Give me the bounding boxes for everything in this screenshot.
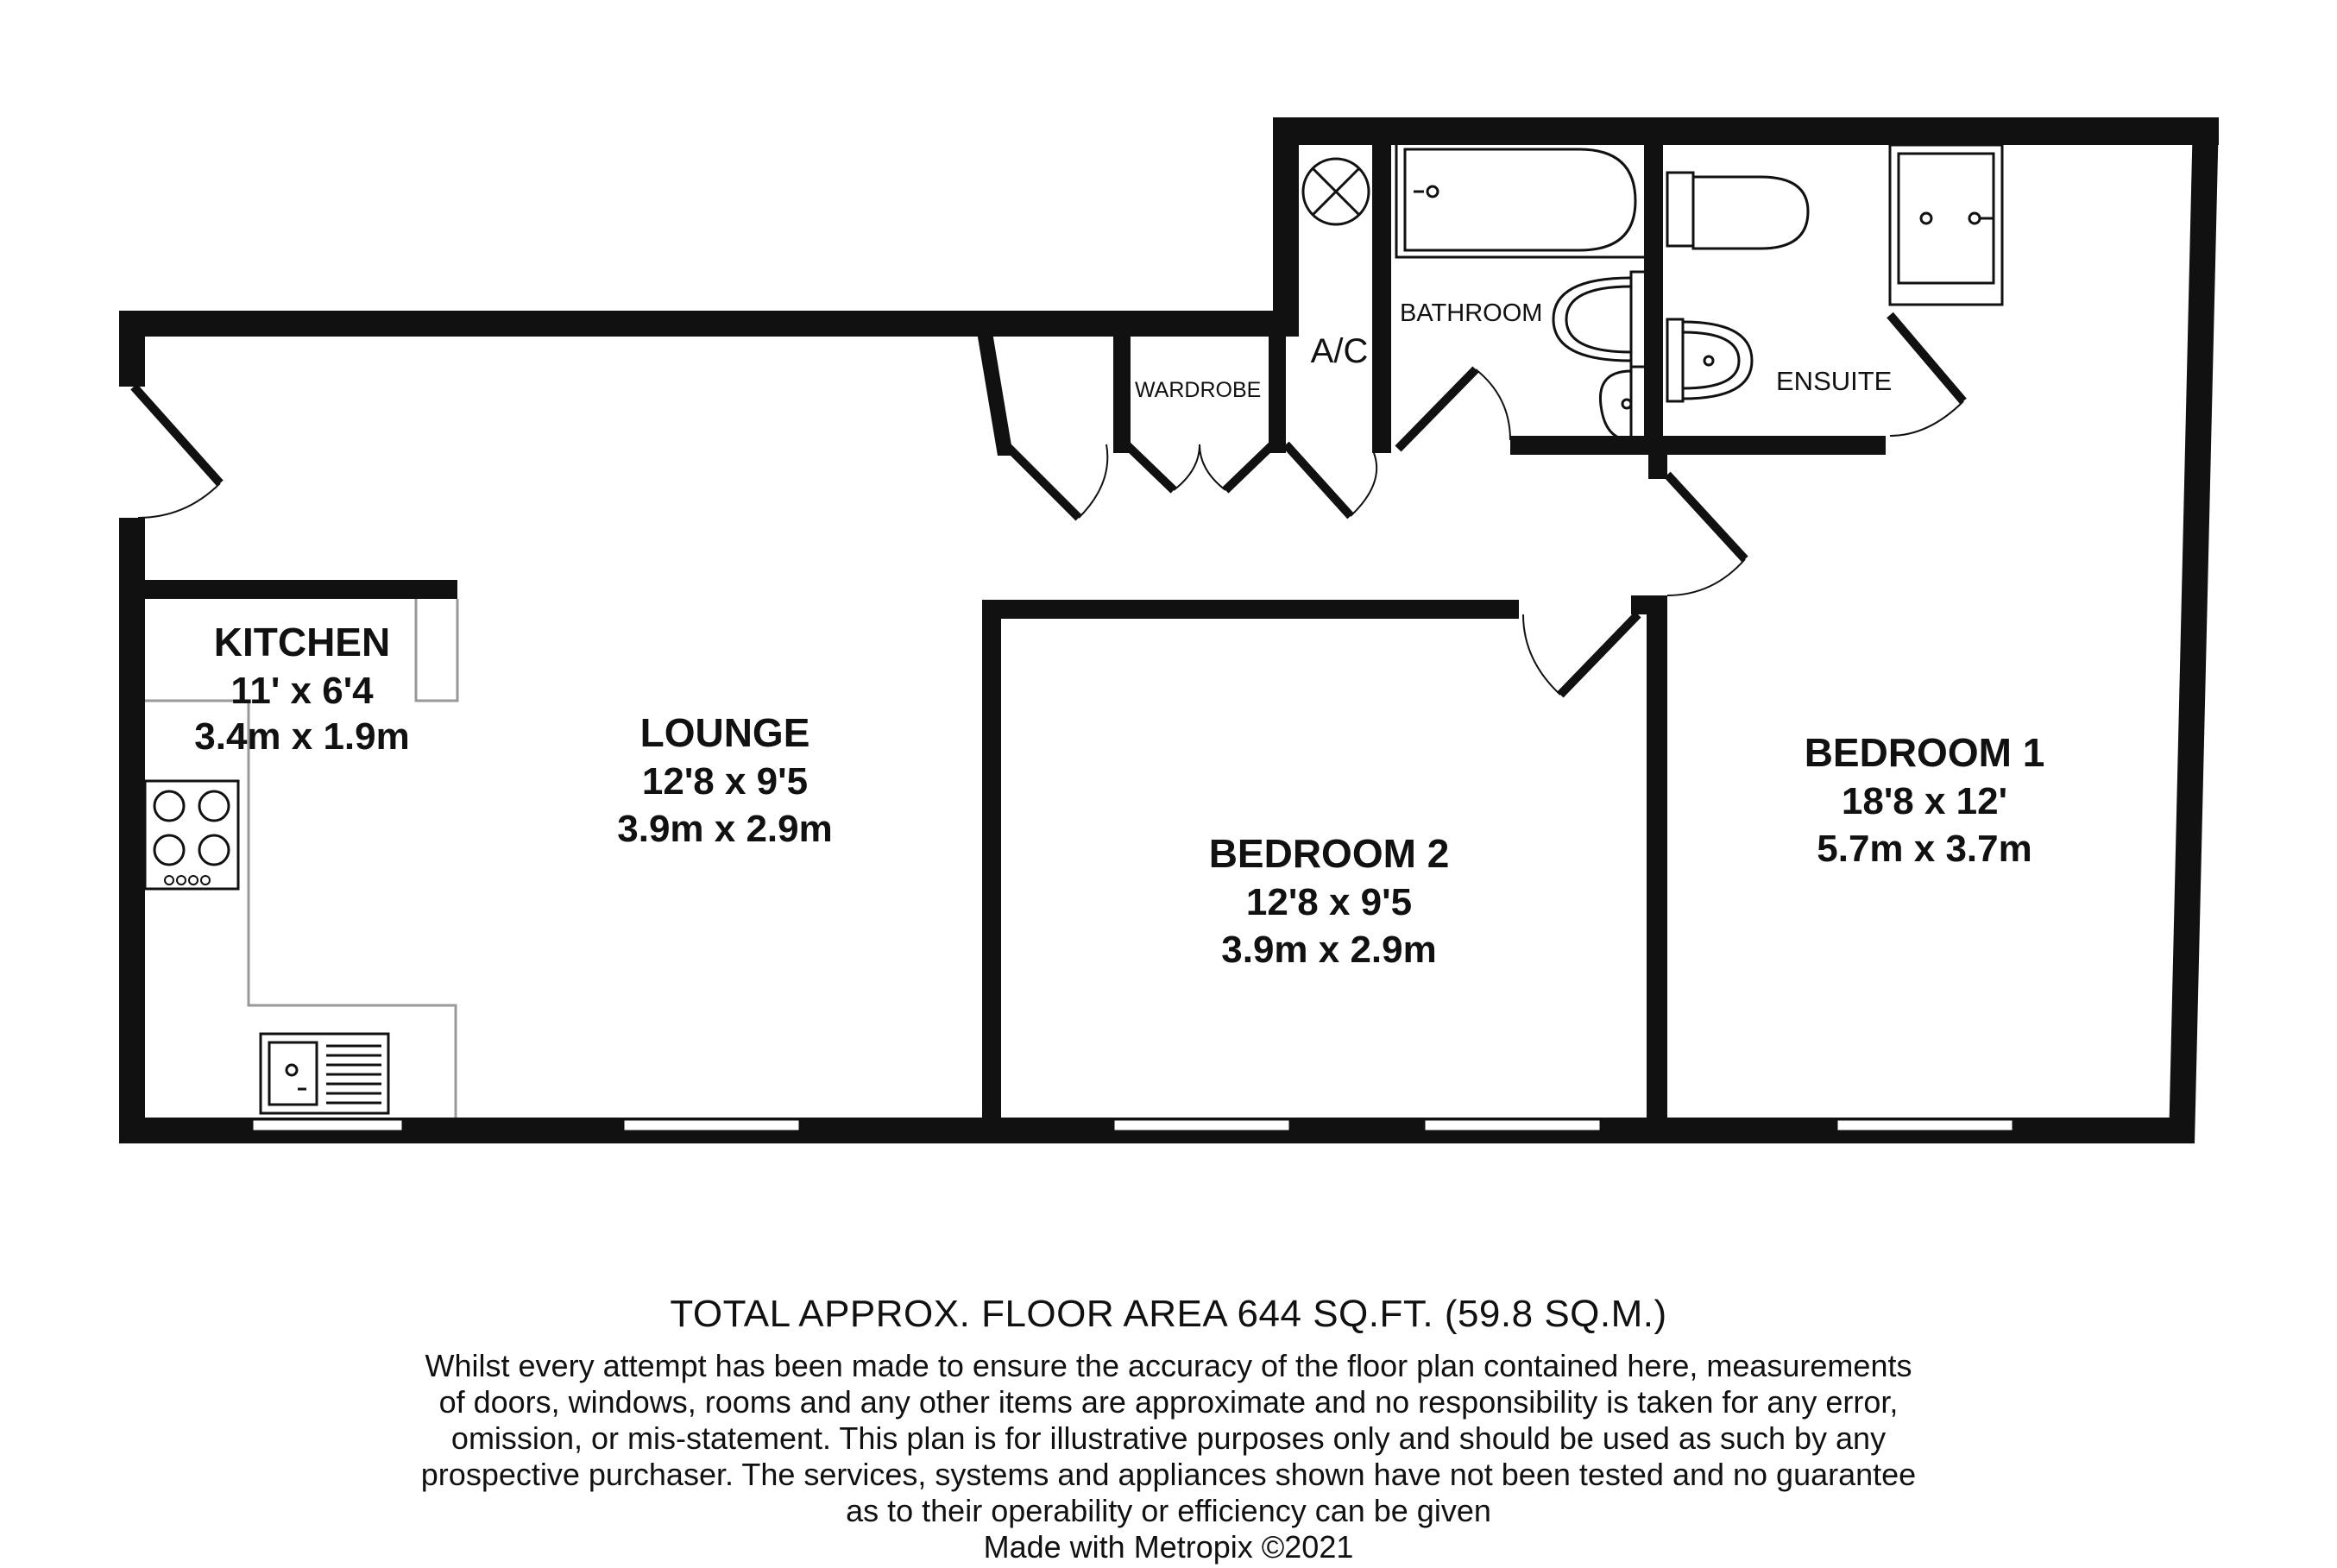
kitchen-metric: 3.4m x 1.9m [194,715,410,758]
bedroom2-name: BEDROOM 2 [1208,831,1450,876]
wardrobe-door-right [1225,444,1273,490]
closet-door [1005,444,1079,518]
bedroom1-imperial: 18'8 x 12' [1841,780,2008,822]
bathroom-door [1398,369,1476,449]
disclaimer-line: prospective purchaser. The services, systems and appliances shown have not been tested and no guarantee [420,1457,1917,1492]
window-bedroom2-b [1424,1119,1601,1131]
bathroom-fixtures [1396,141,1647,444]
disclaimer-line: Whilst every attempt has been made to ensure the accuracy of the floor plan contained here, measurements [425,1348,1912,1383]
lounge-imperial: 12'8 x 9'5 [641,760,809,803]
disclaimer [0,1348,2337,1565]
window-lounge [623,1119,800,1131]
ensuite-basin-icon [1667,319,1752,401]
wardrobe-door-left [1126,444,1174,490]
made-with-credit: Made with Metropix ©2021 [983,1529,1354,1565]
exterior-walls [119,117,2219,1143]
bedroom1-door [1667,475,1745,559]
kitchen-sink-icon [261,1034,388,1113]
lounge-name: LOUNGE [639,710,810,755]
disclaimer-line: of doors, windows, rooms and any other items are approximate and no responsibility is taken for any error, [438,1384,1899,1420]
bedroom1-name: BEDROOM 1 [1804,730,2045,775]
ac-label: A/C [1310,332,1369,370]
lounge-metric: 3.9m x 2.9m [617,808,833,850]
ensuite-label: ENSUITE [1776,366,1893,396]
wardrobe-label: WARDROBE [1135,378,1262,402]
bedroom2-imperial: 12'8 x 9'5 [1245,881,1413,923]
kitchen-worktop [416,599,457,701]
bathroom-basin-icon [1600,367,1647,444]
bedroom2-door [1560,614,1638,695]
bedroom2-metric: 3.9m x 2.9m [1221,929,1437,971]
kitchen-imperial: 11' x 6'4 [230,670,374,712]
ensuite-fixtures [1667,145,2002,401]
entrance-door-swing [138,483,220,518]
bath-icon [1396,141,1647,257]
hob [145,781,238,889]
ensuite-door [1890,315,1963,401]
window-bedroom2-a [1113,1119,1290,1131]
ac-unit-icon [1303,159,1369,224]
kitchen-name: KITCHEN [213,620,391,664]
window-bedroom1 [1836,1119,2013,1131]
bathroom-toilet-icon [1553,272,1647,367]
total-floor-area: TOTAL APPROX. FLOOR AREA 644 SQ.FT. (59.8 SQ.M.) [670,1293,1667,1335]
disclaimer-line: omission, or mis-statement. This plan is for illustrative purposes only and should be used as such by any [450,1420,1887,1456]
doors [134,315,1963,695]
entrance-door [134,387,220,483]
shower-icon [1890,145,2002,305]
ensuite-toilet-icon [1667,173,1808,249]
ac-door [1286,444,1351,516]
bathroom-label: BATHROOM [1400,299,1543,327]
disclaimer-line: as to their operability or efficiency can be given [846,1493,1491,1528]
window-kitchen [252,1119,403,1131]
bedroom1-metric: 5.7m x 3.7m [1817,828,2032,870]
